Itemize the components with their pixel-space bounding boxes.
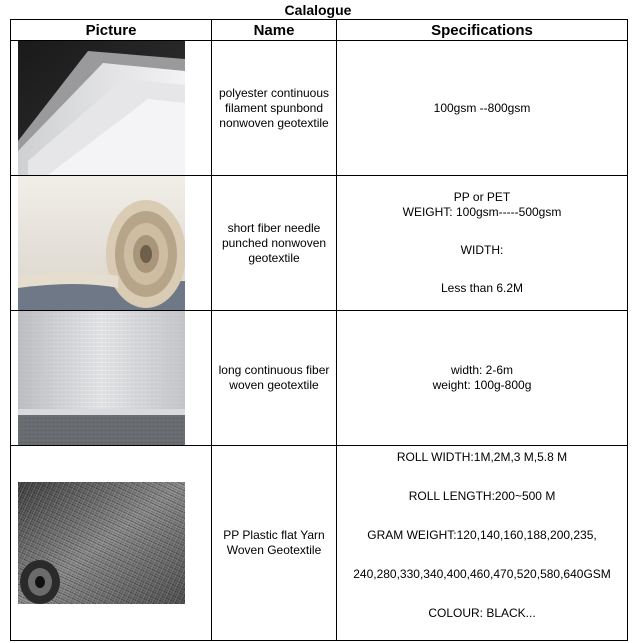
table-row (11, 41, 628, 176)
spec-line: GRAM WEIGHT:120,140,160,188,200,235, (367, 528, 597, 542)
white-woven-fabric-photo (18, 311, 185, 445)
header-picture: Picture (11, 20, 212, 41)
catalogue-title: Calalogue (284, 2, 352, 18)
picture-cell (11, 446, 212, 641)
spec-line: Less than 6.2M (440, 281, 524, 295)
picture-cell (11, 176, 212, 311)
spec-line: 100gsm --800gsm (433, 100, 531, 115)
spec-line: ROLL LENGTH:200~500 M (408, 489, 556, 503)
catalogue-table (10, 19, 628, 641)
spec-line: WIDTH: (460, 243, 504, 257)
spec-line: COLOUR: BLACK... (428, 606, 536, 620)
table-row (11, 446, 628, 641)
gray-woven-roll-photo (18, 482, 185, 604)
spec-line: weight: 100g-800g (432, 378, 532, 392)
spec-line: PP or PET (453, 190, 511, 204)
name-cell: short fiber needle punched nonwoven geotextile (212, 176, 337, 311)
spec-line: 240,280,330,340,400,460,470,520,580,640GSM (353, 567, 611, 581)
name-cell: PP Plastic flat Yarn Woven Geotextile (212, 446, 337, 641)
header-name: Name (212, 20, 337, 41)
spec-cell (337, 446, 628, 641)
name-cell: long continuous fiber woven geotextile (212, 311, 337, 446)
spec-cell (337, 311, 628, 446)
name-cell: polyester continuous filament spunbond nonwoven geotextile (212, 41, 337, 176)
spec-line: ROLL WIDTH:1M,2M,3 M,5.8 M (396, 450, 568, 464)
picture-cell (11, 311, 212, 446)
spec-line: width: 2-6m (450, 363, 514, 377)
table-row (11, 311, 628, 446)
white-spunbond-sheets-photo (18, 41, 185, 175)
picture-cell (11, 41, 212, 176)
spec-cell (337, 41, 628, 176)
table-row (11, 176, 628, 311)
header-specifications: Specifications (337, 20, 628, 41)
spec-line: WEIGHT: 100gsm-----500gsm (402, 205, 562, 219)
felt-roll-photo (18, 176, 185, 310)
header-row (11, 20, 628, 41)
spec-cell (337, 176, 628, 311)
